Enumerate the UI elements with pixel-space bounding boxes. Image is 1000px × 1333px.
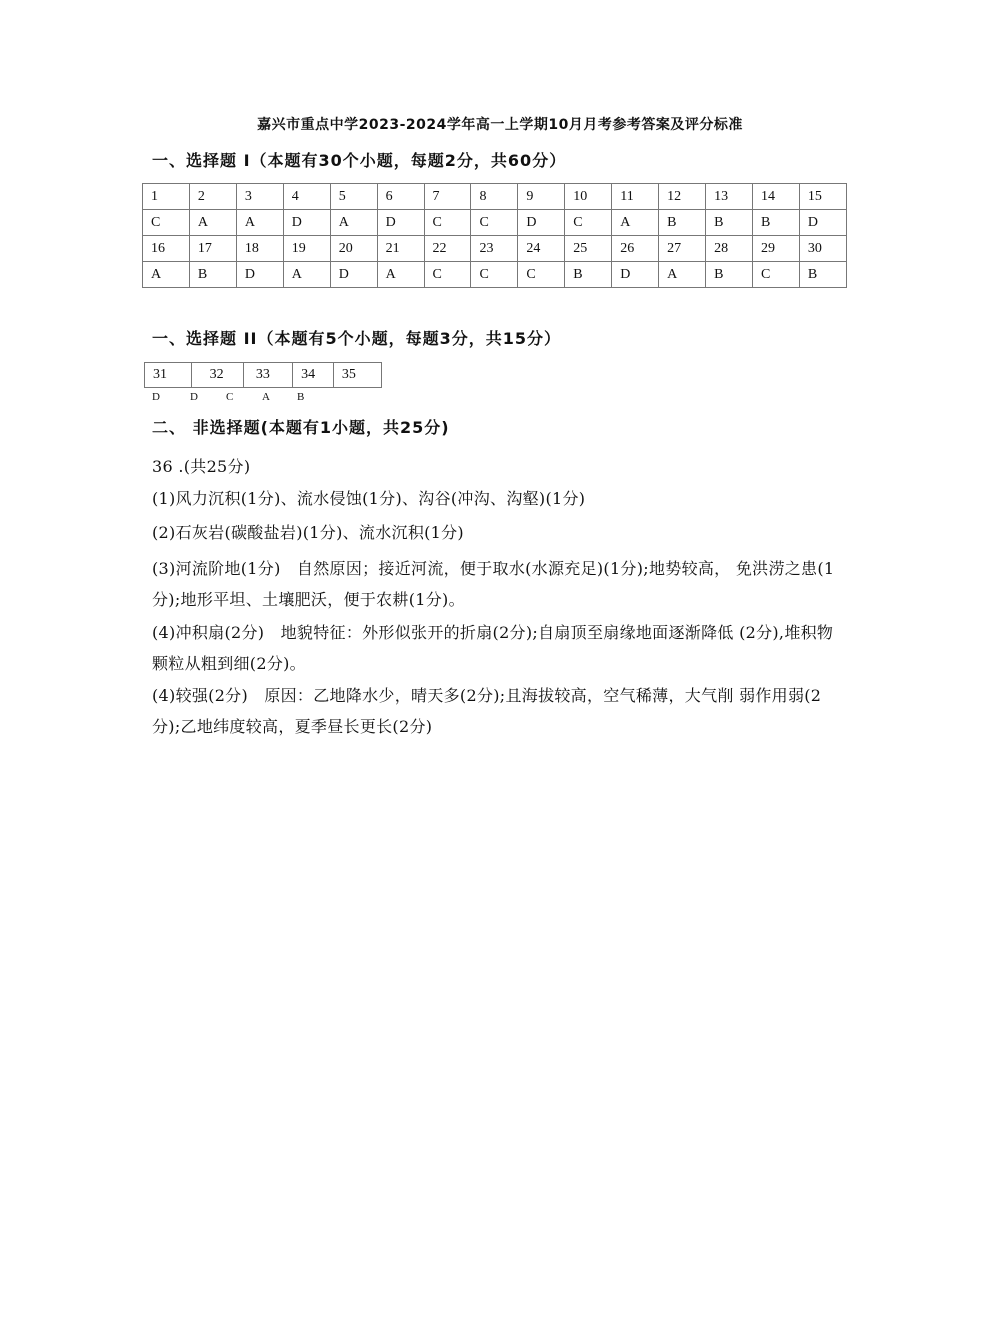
answer-paragraph: (1)风力沉积(1分)、流水侵蚀(1分)、沟谷(冲沟、沟壑)(1分) — [152, 489, 586, 508]
question-number: 28 — [706, 236, 753, 262]
answer-letter: D — [377, 210, 424, 236]
answer-letter: A — [330, 210, 377, 236]
answer-letter: C — [226, 391, 234, 403]
answer-letter: A — [612, 210, 659, 236]
answer-letter: C — [752, 262, 799, 288]
answer-paragraph: (2)石灰岩(碳酸盐岩)(1分)、流水沉积(1分) — [152, 523, 464, 542]
answer-letter: B — [659, 210, 706, 236]
section2-heading: 一、选择题 II（本题有5个小题，每题3分，共15分） — [152, 329, 562, 348]
question-number: 12 — [659, 184, 706, 210]
section1-heading: 一、选择题 I（本题有30个小题，每题2分，共60分） — [152, 151, 567, 170]
answer-letter: A — [377, 262, 424, 288]
question-number: 11 — [612, 184, 659, 210]
answer-letter: A — [143, 262, 190, 288]
question-number: 24 — [518, 236, 565, 262]
question-number: 31 — [145, 363, 192, 388]
answer-table-1 — [142, 183, 847, 288]
question-number: 13 — [706, 184, 753, 210]
section3-heading: 二、 非选择题(本题有1小题，共25分) — [152, 418, 450, 437]
question-number: 10 — [565, 184, 612, 210]
question-number: 21 — [377, 236, 424, 262]
question-number: 9 — [518, 184, 565, 210]
answer-letter: A — [283, 262, 330, 288]
table-row — [143, 184, 847, 210]
answer-letter: C — [565, 210, 612, 236]
answer-letter: C — [518, 262, 565, 288]
question-number: 29 — [752, 236, 799, 262]
answer-letter: C — [471, 262, 518, 288]
answer-letter: B — [706, 262, 753, 288]
answer-paragraph: (3)河流阶地(1分) 自然原因；接近河流，便于取水(水源充足)(1分);地势较高， 免洪涝之患(1分);地形平坦、土壤肥沃，便于农耕(1分)。 — [152, 559, 835, 609]
question-number: 26 — [612, 236, 659, 262]
answer-letter: B — [565, 262, 612, 288]
answer-letter: A — [262, 391, 270, 403]
document-title: 嘉兴市重点中学2023-2024学年高一上学期10月月考参考答案及评分标准 — [257, 117, 743, 133]
answer-letter: C — [471, 210, 518, 236]
answer-letter: A — [189, 210, 236, 236]
question-number: 5 — [330, 184, 377, 210]
question-number: 15 — [799, 184, 846, 210]
answer-letter: D — [612, 262, 659, 288]
question-number: 22 — [424, 236, 471, 262]
answer-letter: B — [799, 262, 846, 288]
answer-letter: D — [152, 391, 160, 403]
answer-paragraph: (4)冲积扇(2分) 地貌特征：外形似张开的折扇(2分);自扇顶至扇缘地面逐渐降低 (2分),堆积物颗粒从粗到细(2分)。 — [152, 623, 834, 673]
answer-letter: B — [752, 210, 799, 236]
question-number: 7 — [424, 184, 471, 210]
question-number: 4 — [283, 184, 330, 210]
answer-letter: B — [706, 210, 753, 236]
question-number: 35 — [333, 363, 381, 388]
answer-letter: D — [190, 391, 198, 403]
answer-letter: C — [143, 210, 190, 236]
answer-letter: D — [236, 262, 283, 288]
answer-letter: B — [189, 262, 236, 288]
answer-table-2 — [144, 362, 382, 388]
question-number: 27 — [659, 236, 706, 262]
answer-letter: C — [424, 262, 471, 288]
answer-letter: D — [799, 210, 846, 236]
question-number: 20 — [330, 236, 377, 262]
answer-paragraph: 36 .(共25分) — [152, 457, 251, 476]
question-number: 32 — [191, 363, 243, 388]
table-row — [145, 363, 382, 388]
answer-letter: B — [297, 391, 305, 403]
question-number: 30 — [799, 236, 846, 262]
question-number: 18 — [236, 236, 283, 262]
answer-letter: A — [659, 262, 706, 288]
question-number: 2 — [189, 184, 236, 210]
question-number: 16 — [143, 236, 190, 262]
answer-letter: D — [330, 262, 377, 288]
question-number: 1 — [143, 184, 190, 210]
table-row — [143, 236, 847, 262]
answer-paragraph: (4)较强(2分) 原因：乙地降水少，晴天多(2分);且海拔较高，空气稀薄，大气削 弱作用弱(2分);乙地纬度较高，夏季昼长更长(2分) — [152, 686, 822, 736]
question-number: 17 — [189, 236, 236, 262]
question-number: 8 — [471, 184, 518, 210]
answer-letter: A — [236, 210, 283, 236]
table-row — [143, 210, 847, 236]
question-number: 33 — [243, 363, 292, 388]
question-number: 6 — [377, 184, 424, 210]
question-number: 14 — [752, 184, 799, 210]
answer-letter: D — [518, 210, 565, 236]
table-row — [143, 262, 847, 288]
answer-letter: D — [283, 210, 330, 236]
question-number: 3 — [236, 184, 283, 210]
question-number: 19 — [283, 236, 330, 262]
question-number: 25 — [565, 236, 612, 262]
question-number: 23 — [471, 236, 518, 262]
answer-letter: C — [424, 210, 471, 236]
question-number: 34 — [293, 363, 334, 388]
